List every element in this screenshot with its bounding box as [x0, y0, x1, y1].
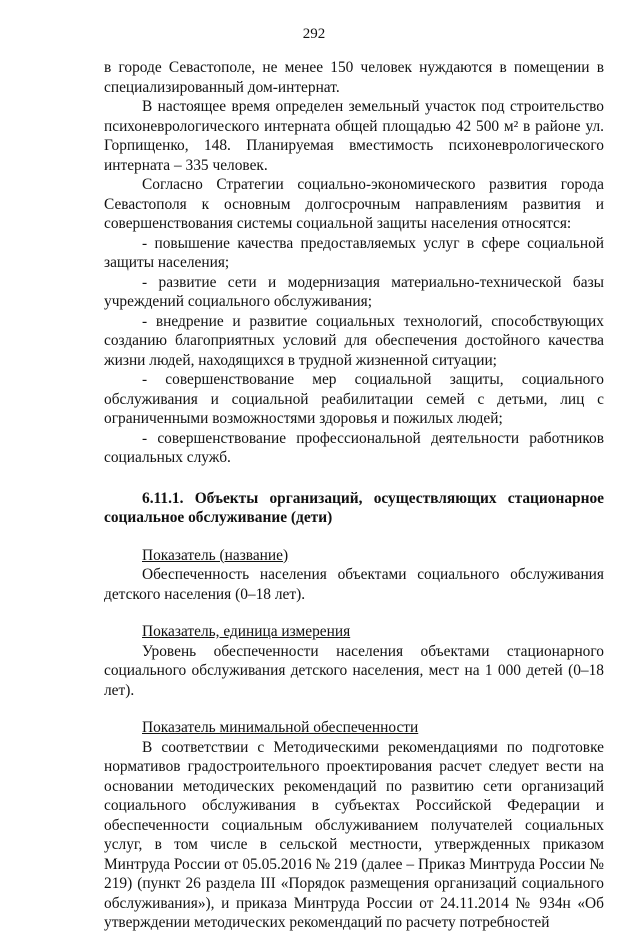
- list-item: - совершенствование профессиональной деятельности работников социальных служб.: [104, 429, 604, 466]
- indicator-minimum-text: В соответствии с Методическими рекомендациями по подготовке нормативов градостроительного проектирования расчет следует вести на основании методических рекомендаций по развитию сети организаций социального обслуживания в субъектах Российской Федерации и обеспеченности социальным обслуживанием получателей социальных услуг, в том числе в сельской местности, утвержденных приказом Минтруда России от 05.05.2016 № 219 (далее – Приказ Минтруда России № 219) (пункт 26 раздела III «Порядок размещения организаций социального обслуживания»), и приказа Минтруда России от 24.11.2014 № 934н «Об утверждении методических рекомендаций по расчету потребностей: [104, 738, 604, 931]
- indicator-name-title: Показатель (название): [142, 546, 289, 564]
- page-number: 292: [302, 26, 326, 42]
- indicator-unit-text: Уровень обеспеченности населения объектами стационарного социального обслуживания детского населения, мест на 1 000 детей (0–18 лет).: [104, 642, 604, 699]
- paragraph-land-plot: В настоящее время определен земельный участок под строительство психоневрологического интерната общей площадью 42 500 м² в районе ул. Горпищенко, 148. Планируемая вместимость психоневрологического интерната – 335 человек.: [104, 98, 604, 174]
- list-item: - развитие сети и модернизация материально-технической базы учреждений социального обслуживания;: [104, 273, 604, 310]
- list-item: - внедрение и развитие социальных технологий, способствующих созданию благоприятных условий для обеспечения достойного качества жизни людей, находящихся в трудной жизненной ситуации;: [104, 312, 604, 369]
- indicator-name-text: Обеспеченность населения объектами социального обслуживания детского населения (0–18 лет).: [104, 566, 604, 603]
- indicator-minimum-title: Показатель минимальной обеспеченности: [142, 719, 419, 736]
- section-heading: 6.11.1. Объекты организаций, осуществляющих стационарное социальное обслуживание (дети): [104, 489, 604, 526]
- list-item: - совершенствование мер социальной защиты, социального обслуживания и социальной реабилитации семей с детьми, лиц с ограниченными возможностями здоровья и пожилых людей;: [104, 371, 604, 427]
- paragraph-strategy: Согласно Стратегии социально-экономического развития города Севастополя к основным долгосрочным направлениям развития и совершенствования системы социальной защиты населения относятся:: [104, 176, 604, 232]
- paragraph-continuation: в городе Севастополе, не менее 150 человек нуждаются в помещении в специализированный дом-интернат.: [104, 59, 604, 96]
- list-item: - повышение качества предоставляемых услуг в сфере социальной защиты населения;: [104, 234, 604, 271]
- page-body: [104, 58, 604, 933]
- indicator-unit-title: Показатель, единица измерения: [142, 623, 351, 640]
